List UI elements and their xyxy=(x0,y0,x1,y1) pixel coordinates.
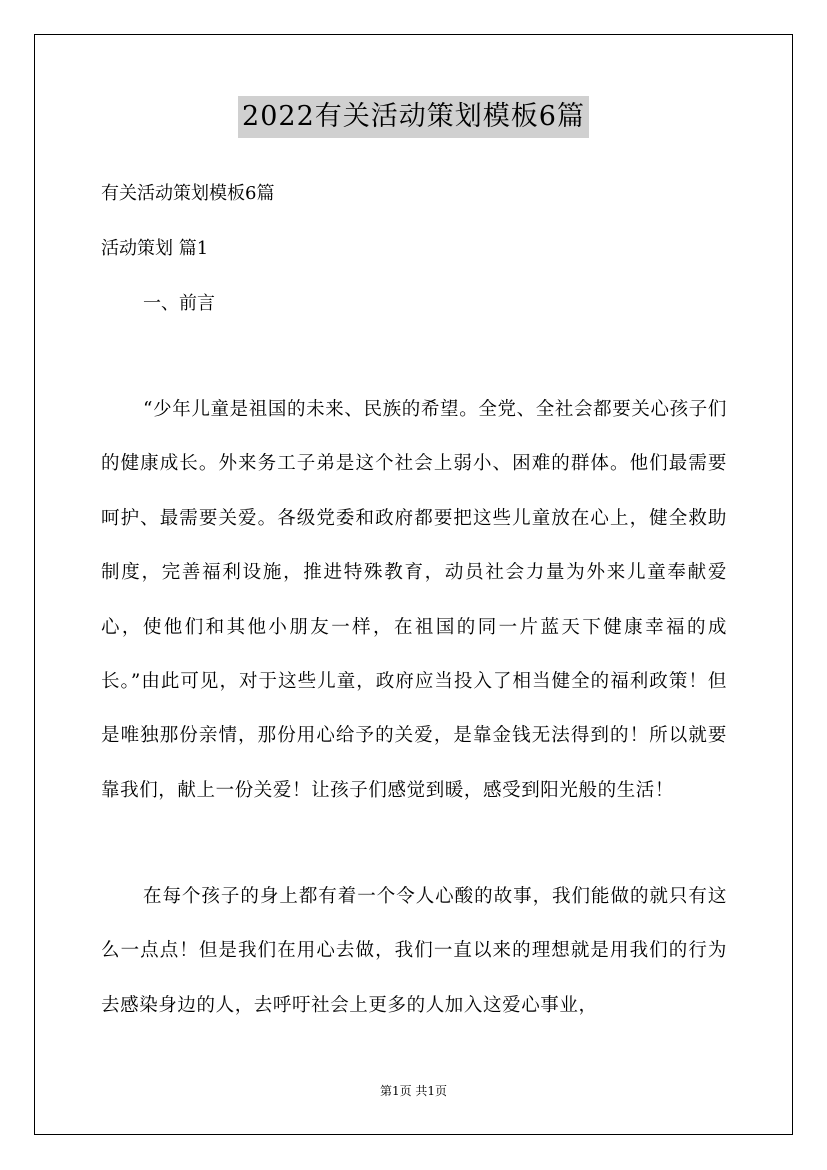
section-heading: 活动策划 篇1 xyxy=(101,238,209,259)
body-paragraph-2: 在每个孩子的身上都有着一个令人心酸的故事，我们能做的就只有这么一点点！但是我们在用心去做，我们一直以来的理想就是用我们的行为去感染身边的人，去呼吁社会上更多的人加入这爱心事业， xyxy=(101,886,727,1016)
page-footer: 第1页 共1页 xyxy=(379,1084,448,1098)
subsection-heading: 一、前言 xyxy=(143,293,215,314)
document-title-wrap xyxy=(0,96,827,138)
document-subtitle: 有关活动策划模板6篇 xyxy=(101,183,275,204)
document-title: 2022有关活动策划模板6篇 xyxy=(238,96,589,138)
body-paragraph-1: “少年儿童是祖国的未来、民族的希望。全党、全社会都要关心孩子们的健康成长。外来务工子弟是这个社会上弱小、困难的群体。他们最需要呵护、最需要关爱。各级党委和政府都要把这些儿童放在心上，健全救助制度，完善福利设施，推进特殊教育，动员社会力量为外来儿童奉献爱心，使他们和其他小朋友一样，在祖国的同一片蓝天下健康幸福的成长。”由此可见，对于这些儿童，政府应当投入了相当健全的福利政策！但是唯独那份亲情，那份用心给予的关爱，是靠金钱无法得到的！所以就要靠我们，献上一份关爱！让孩子们感觉到暖，感受到阳光般的生活！ xyxy=(101,399,727,801)
